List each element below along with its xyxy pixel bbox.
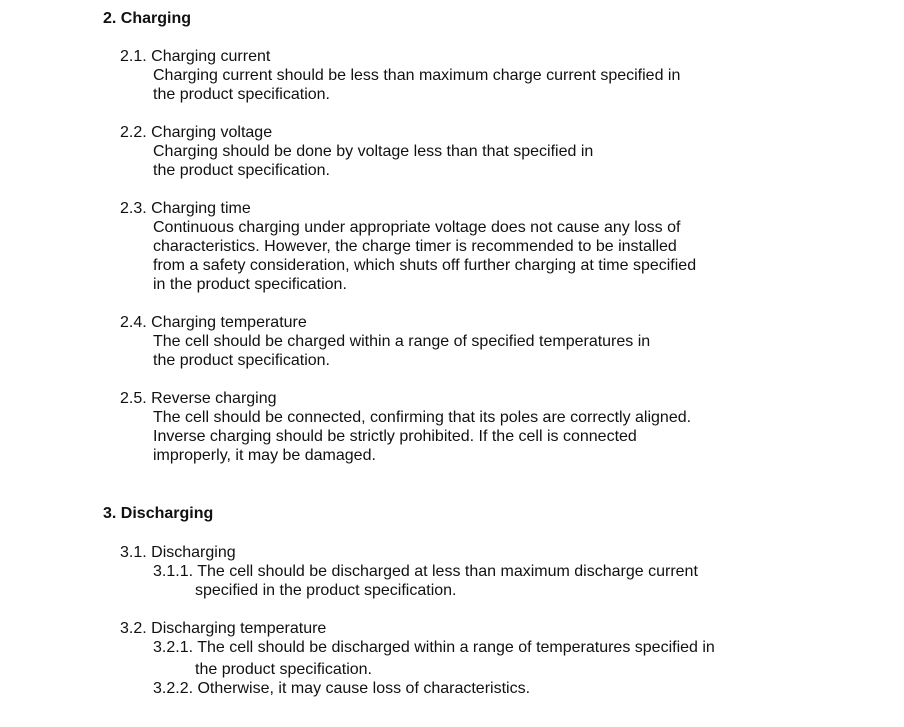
subsection-heading: 2.2. Charging voltage [120, 124, 273, 141]
subsection-discharging-temperature [120, 619, 715, 698]
item-continuation: the product specification. [195, 661, 372, 678]
body-line: from a safety consideration, which shuts off further charging at time specified [153, 257, 697, 274]
subsection-heading: 2.3. Charging time [120, 200, 251, 217]
body-line: the product specification. [153, 86, 330, 103]
subsection-discharging [120, 543, 698, 600]
item-continuation: specified in the product specification. [195, 582, 457, 599]
subsection-body [153, 332, 650, 370]
body-line: The cell should be charged within a range of specified temperatures in [153, 333, 651, 350]
subsection-heading: 3.1. Discharging [120, 544, 236, 561]
subsection-heading: 3.2. Discharging temperature [120, 620, 327, 637]
body-line: improperly, it may be damaged. [153, 447, 376, 464]
body-line: the product specification. [153, 352, 330, 369]
item-text: 3.2.2. Otherwise, it may cause loss of characteristics. [153, 680, 531, 697]
list-item [153, 638, 715, 679]
subsection-body [153, 142, 593, 180]
section-title-charging: 2. Charging [103, 10, 192, 27]
subsection-heading: 2.4. Charging temperature [120, 314, 307, 331]
subsection-body [153, 66, 680, 104]
subsection-heading: 2.1. Charging current [120, 48, 271, 65]
body-line: in the product specification. [153, 276, 347, 293]
item-text: 3.1.1. The cell should be discharged at less than maximum discharge current [153, 563, 698, 580]
body-line: Charging should be done by voltage less than that specified in [153, 143, 594, 160]
subsection-body [153, 218, 696, 294]
subsection-body [153, 408, 691, 465]
subsection-charging-current [120, 47, 680, 104]
body-line: characteristics. However, the charge timer is recommended to be installed [153, 238, 677, 255]
list-item [153, 562, 698, 600]
subsection-charging-temperature [120, 313, 650, 370]
body-line: The cell should be connected, confirming that its poles are correctly aligned. [153, 409, 692, 426]
subsection-reverse-charging [120, 389, 691, 465]
body-line: Continuous charging under appropriate voltage does not cause any loss of [153, 219, 681, 236]
body-line: Inverse charging should be strictly prohibited. If the cell is connected [153, 428, 637, 445]
body-line: the product specification. [153, 162, 330, 179]
list-item [153, 679, 715, 698]
subsection-charging-voltage [120, 123, 593, 180]
subsection-charging-time [120, 199, 696, 294]
section-title-discharging: 3. Discharging [103, 505, 214, 522]
subsection-heading: 2.5. Reverse charging [120, 390, 277, 407]
body-line: Charging current should be less than maximum charge current specified in [153, 67, 681, 84]
item-text: 3.2.1. The cell should be discharged within a range of temperatures specified in [153, 639, 715, 656]
